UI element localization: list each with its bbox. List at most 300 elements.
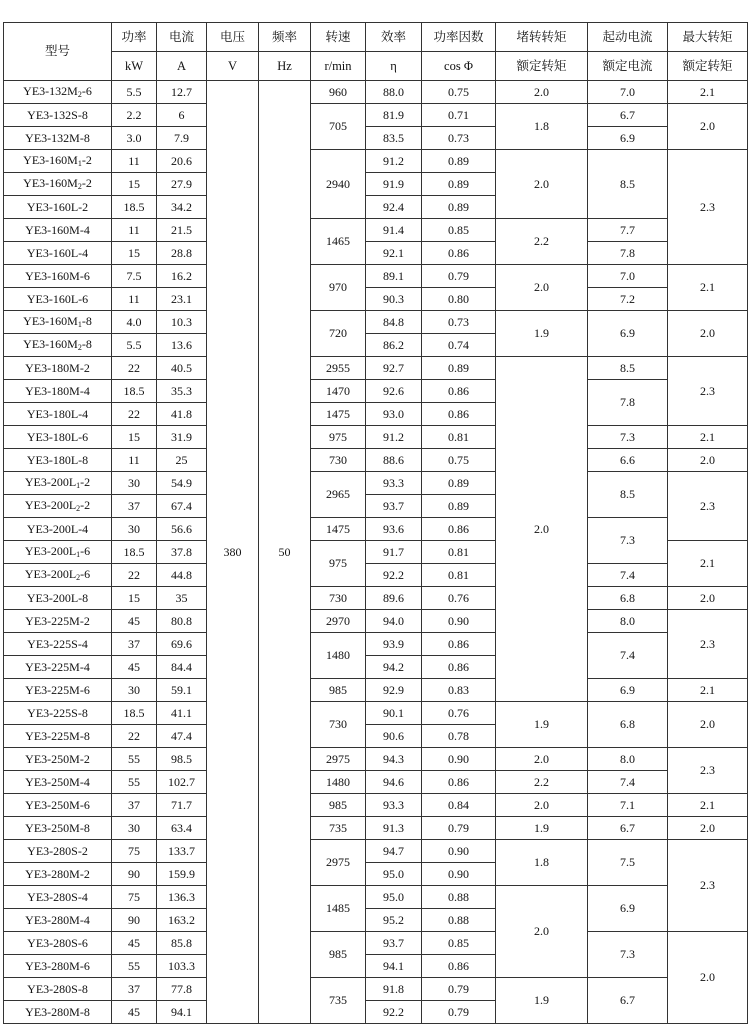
cell-voltage: 380 — [207, 81, 259, 1024]
header-power: 功率 — [112, 23, 157, 52]
unit-power: kW — [112, 52, 157, 81]
cell-current: 27.9 — [157, 173, 207, 196]
table-row — [4, 426, 748, 449]
table-row — [4, 771, 748, 794]
cell-power: 45 — [112, 656, 157, 679]
cell-starting-current: 7.4 — [588, 564, 668, 587]
cell-power-factor: 0.88 — [422, 909, 496, 932]
cell-power: 11 — [112, 150, 157, 173]
cell-efficiency: 91.3 — [366, 817, 422, 840]
table-row — [4, 150, 748, 173]
cell-locked-torque: 2.2 — [496, 219, 588, 265]
cell-efficiency: 91.7 — [366, 541, 422, 564]
cell-power-factor: 0.90 — [422, 863, 496, 886]
cell-current: 37.8 — [157, 541, 207, 564]
cell-max-torque: 2.1 — [668, 81, 748, 104]
cell-current: 98.5 — [157, 748, 207, 771]
cell-locked-torque: 2.0 — [496, 794, 588, 817]
cell-current: 25 — [157, 449, 207, 472]
unit-starting-current: 额定电流 — [588, 52, 668, 81]
cell-power-factor: 0.81 — [422, 564, 496, 587]
cell-current: 47.4 — [157, 725, 207, 748]
cell-power: 45 — [112, 610, 157, 633]
cell-max-torque: 2.1 — [668, 679, 748, 702]
cell-current: 94.1 — [157, 1001, 207, 1024]
cell-model: YE3-180L-4 — [4, 403, 112, 426]
cell-power: 45 — [112, 932, 157, 955]
cell-power: 37 — [112, 978, 157, 1001]
cell-model: YE3-280S-2 — [4, 840, 112, 863]
cell-power: 18.5 — [112, 196, 157, 219]
table-row — [4, 633, 748, 656]
cell-speed: 960 — [311, 81, 366, 104]
cell-starting-current: 6.9 — [588, 886, 668, 932]
cell-model: YE3-160M-4 — [4, 219, 112, 242]
cell-power: 22 — [112, 357, 157, 380]
header-locked-torque: 堵转转矩 — [496, 23, 588, 52]
cell-starting-current: 7.2 — [588, 288, 668, 311]
cell-current: 13.6 — [157, 334, 207, 357]
cell-model: YE3-225M-2 — [4, 610, 112, 633]
cell-max-torque: 2.1 — [668, 794, 748, 817]
cell-starting-current: 7.5 — [588, 840, 668, 886]
cell-efficiency: 89.1 — [366, 265, 422, 288]
cell-current: 41.8 — [157, 403, 207, 426]
cell-efficiency: 91.9 — [366, 173, 422, 196]
header-starting-current: 起动电流 — [588, 23, 668, 52]
cell-max-torque: 2.3 — [668, 357, 748, 426]
cell-efficiency: 93.0 — [366, 403, 422, 426]
table-row — [4, 219, 748, 242]
cell-power: 22 — [112, 725, 157, 748]
cell-power-factor: 0.73 — [422, 127, 496, 150]
cell-current: 7.9 — [157, 127, 207, 150]
cell-model: YE3-225S-4 — [4, 633, 112, 656]
cell-starting-current: 6.6 — [588, 449, 668, 472]
cell-max-torque: 2.3 — [668, 748, 748, 794]
cell-power-factor: 0.89 — [422, 150, 496, 173]
cell-speed: 730 — [311, 449, 366, 472]
cell-efficiency: 91.2 — [366, 426, 422, 449]
cell-locked-torque: 2.0 — [496, 886, 588, 978]
cell-starting-current: 8.0 — [588, 748, 668, 771]
cell-starting-current: 6.8 — [588, 587, 668, 610]
cell-power-factor: 0.89 — [422, 357, 496, 380]
cell-power: 18.5 — [112, 380, 157, 403]
cell-efficiency: 92.1 — [366, 242, 422, 265]
cell-model: $YE3-200L_2-2$ — [4, 495, 112, 518]
cell-model: YE3-180L-8 — [4, 449, 112, 472]
cell-max-torque: 2.1 — [668, 426, 748, 449]
cell-model: YE3-250M-6 — [4, 794, 112, 817]
cell-efficiency: 92.6 — [366, 380, 422, 403]
header-frequency: 频率 — [259, 23, 311, 52]
cell-current: 136.3 — [157, 886, 207, 909]
cell-power-factor: 0.86 — [422, 403, 496, 426]
cell-starting-current: 7.0 — [588, 81, 668, 104]
cell-speed: 1470 — [311, 380, 366, 403]
cell-power-factor: 0.85 — [422, 932, 496, 955]
cell-current: 54.9 — [157, 472, 207, 495]
cell-current: 40.5 — [157, 357, 207, 380]
cell-power-factor: 0.75 — [422, 449, 496, 472]
cell-speed: 1465 — [311, 219, 366, 265]
cell-speed: 1475 — [311, 403, 366, 426]
cell-power-factor: 0.80 — [422, 288, 496, 311]
cell-power-factor: 0.86 — [422, 242, 496, 265]
cell-current: 77.8 — [157, 978, 207, 1001]
cell-current: 10.3 — [157, 311, 207, 334]
cell-model: YE3-160L-2 — [4, 196, 112, 219]
cell-speed: 2940 — [311, 150, 366, 219]
header-voltage: 电压 — [207, 23, 259, 52]
unit-current: A — [157, 52, 207, 81]
cell-current: 6 — [157, 104, 207, 127]
cell-power-factor: 0.74 — [422, 334, 496, 357]
table-row — [4, 702, 748, 725]
cell-power-factor: 0.73 — [422, 311, 496, 334]
table-row — [4, 357, 748, 380]
cell-power-factor: 0.86 — [422, 633, 496, 656]
cell-current: 34.2 — [157, 196, 207, 219]
cell-max-torque: 2.1 — [668, 541, 748, 587]
cell-power-factor: 0.79 — [422, 1001, 496, 1024]
cell-power: 22 — [112, 564, 157, 587]
cell-efficiency: 93.9 — [366, 633, 422, 656]
table-row — [4, 564, 748, 587]
cell-efficiency: 94.6 — [366, 771, 422, 794]
cell-starting-current: 6.9 — [588, 679, 668, 702]
table-row — [4, 472, 748, 495]
cell-current: 56.6 — [157, 518, 207, 541]
cell-speed: 730 — [311, 587, 366, 610]
table-row — [4, 978, 748, 1001]
cell-efficiency: 94.0 — [366, 610, 422, 633]
cell-model: YE3-132M-8 — [4, 127, 112, 150]
cell-power-factor: 0.81 — [422, 541, 496, 564]
cell-locked-torque: 1.9 — [496, 978, 588, 1024]
cell-power-factor: 0.90 — [422, 610, 496, 633]
cell-current: 20.6 — [157, 150, 207, 173]
cell-starting-current: 7.7 — [588, 219, 668, 242]
cell-speed: 985 — [311, 794, 366, 817]
cell-max-torque: 2.0 — [668, 449, 748, 472]
cell-power: 30 — [112, 679, 157, 702]
cell-power-factor: 0.79 — [422, 817, 496, 840]
cell-power-factor: 0.85 — [422, 219, 496, 242]
cell-starting-current: 7.0 — [588, 265, 668, 288]
cell-locked-torque: 2.0 — [496, 265, 588, 311]
cell-speed: 705 — [311, 104, 366, 150]
cell-speed: 985 — [311, 932, 366, 978]
cell-speed: 2955 — [311, 357, 366, 380]
cell-efficiency: 92.2 — [366, 564, 422, 587]
cell-speed: 2965 — [311, 472, 366, 518]
unit-frequency: Hz — [259, 52, 311, 81]
cell-power: 3.0 — [112, 127, 157, 150]
cell-starting-current: 7.8 — [588, 380, 668, 426]
cell-power: 15 — [112, 426, 157, 449]
cell-efficiency: 95.0 — [366, 863, 422, 886]
cell-power-factor: 0.76 — [422, 702, 496, 725]
cell-current: 67.4 — [157, 495, 207, 518]
cell-model: $YE3-160M_2-2$ — [4, 173, 112, 196]
cell-current: 21.5 — [157, 219, 207, 242]
cell-speed: 730 — [311, 702, 366, 748]
cell-power: 90 — [112, 909, 157, 932]
cell-model: $YE3-160M_1-8$ — [4, 311, 112, 334]
cell-speed: 735 — [311, 817, 366, 840]
cell-starting-current: 7.8 — [588, 242, 668, 265]
cell-power: 5.5 — [112, 334, 157, 357]
cell-locked-torque: 2.2 — [496, 771, 588, 794]
cell-current: 63.4 — [157, 817, 207, 840]
header-model: 型号 — [4, 23, 112, 81]
cell-model: $YE3-200L_1-6$ — [4, 541, 112, 564]
table-row — [4, 679, 748, 702]
cell-starting-current: 6.7 — [588, 104, 668, 127]
cell-power: 75 — [112, 840, 157, 863]
cell-starting-current: 6.7 — [588, 978, 668, 1024]
cell-speed: 1480 — [311, 771, 366, 794]
unit-voltage: V — [207, 52, 259, 81]
cell-power-factor: 0.84 — [422, 794, 496, 817]
cell-efficiency: 91.8 — [366, 978, 422, 1001]
cell-efficiency: 93.3 — [366, 472, 422, 495]
cell-power: 30 — [112, 472, 157, 495]
cell-power-factor: 0.79 — [422, 265, 496, 288]
table-row — [4, 932, 748, 955]
table-row — [4, 449, 748, 472]
cell-frequency: 50 — [259, 81, 311, 1024]
cell-starting-current: 6.9 — [588, 127, 668, 150]
cell-current: 84.4 — [157, 656, 207, 679]
cell-power-factor: 0.75 — [422, 81, 496, 104]
cell-power: 22 — [112, 403, 157, 426]
cell-speed: 720 — [311, 311, 366, 357]
cell-speed: 1475 — [311, 518, 366, 541]
cell-efficiency: 88.0 — [366, 81, 422, 104]
cell-starting-current: 7.1 — [588, 794, 668, 817]
cell-starting-current: 8.5 — [588, 472, 668, 518]
cell-locked-torque: 1.9 — [496, 311, 588, 357]
cell-speed: 1485 — [311, 886, 366, 932]
cell-power: 2.2 — [112, 104, 157, 127]
cell-power-factor: 0.78 — [422, 725, 496, 748]
cell-model: $YE3-132M_2-6$ — [4, 81, 112, 104]
table-row — [4, 380, 748, 403]
cell-power-factor: 0.90 — [422, 840, 496, 863]
cell-starting-current: 6.8 — [588, 702, 668, 748]
cell-starting-current: 7.4 — [588, 633, 668, 679]
cell-efficiency: 91.4 — [366, 219, 422, 242]
cell-model: YE3-160L-6 — [4, 288, 112, 311]
cell-power-factor: 0.76 — [422, 587, 496, 610]
cell-model: YE3-225S-8 — [4, 702, 112, 725]
cell-max-torque: 2.3 — [668, 472, 748, 541]
cell-efficiency: 92.2 — [366, 1001, 422, 1024]
cell-max-torque: 2.0 — [668, 932, 748, 1024]
cell-speed: 970 — [311, 265, 366, 311]
unit-locked-torque: 额定转矩 — [496, 52, 588, 81]
cell-model: YE3-250M-2 — [4, 748, 112, 771]
cell-power-factor: 0.89 — [422, 196, 496, 219]
cell-max-torque: 2.3 — [668, 840, 748, 932]
cell-current: 35.3 — [157, 380, 207, 403]
table-row — [4, 288, 748, 311]
cell-efficiency: 81.9 — [366, 104, 422, 127]
unit-power-factor: cos Φ — [422, 52, 496, 81]
cell-power: 7.5 — [112, 265, 157, 288]
cell-power: 55 — [112, 771, 157, 794]
cell-starting-current: 6.9 — [588, 311, 668, 357]
cell-max-torque: 2.3 — [668, 150, 748, 265]
cell-power: 55 — [112, 748, 157, 771]
cell-current: 28.8 — [157, 242, 207, 265]
cell-current: 80.8 — [157, 610, 207, 633]
cell-model: YE3-225M-6 — [4, 679, 112, 702]
cell-power: 15 — [112, 587, 157, 610]
cell-model: $YE3-200L_2-6$ — [4, 564, 112, 587]
table-row — [4, 242, 748, 265]
table-row — [4, 817, 748, 840]
cell-model: $YE3-200L_1-2$ — [4, 472, 112, 495]
cell-model: YE3-280S-4 — [4, 886, 112, 909]
header-max-torque: 最大转矩 — [668, 23, 748, 52]
cell-power-factor: 0.83 — [422, 679, 496, 702]
cell-efficiency: 92.7 — [366, 357, 422, 380]
cell-power: 55 — [112, 955, 157, 978]
cell-max-torque: 2.0 — [668, 587, 748, 610]
cell-efficiency: 94.3 — [366, 748, 422, 771]
cell-efficiency: 83.5 — [366, 127, 422, 150]
cell-current: 69.6 — [157, 633, 207, 656]
cell-efficiency: 86.2 — [366, 334, 422, 357]
cell-current: 12.7 — [157, 81, 207, 104]
cell-power-factor: 0.86 — [422, 955, 496, 978]
cell-efficiency: 93.7 — [366, 932, 422, 955]
cell-speed: 1480 — [311, 633, 366, 679]
cell-starting-current: 8.5 — [588, 357, 668, 380]
cell-power-factor: 0.89 — [422, 495, 496, 518]
header-efficiency: 效率 — [366, 23, 422, 52]
cell-locked-torque: 2.0 — [496, 150, 588, 219]
cell-efficiency: 91.2 — [366, 150, 422, 173]
cell-efficiency: 90.3 — [366, 288, 422, 311]
cell-current: 31.9 — [157, 426, 207, 449]
cell-efficiency: 92.9 — [366, 679, 422, 702]
cell-current: 71.7 — [157, 794, 207, 817]
cell-efficiency: 88.6 — [366, 449, 422, 472]
cell-speed: 975 — [311, 426, 366, 449]
cell-efficiency: 84.8 — [366, 311, 422, 334]
cell-max-torque: 2.0 — [668, 702, 748, 748]
cell-model: YE3-132S-8 — [4, 104, 112, 127]
cell-starting-current: 8.5 — [588, 150, 668, 219]
cell-power-factor: 0.81 — [422, 426, 496, 449]
header-power-factor: 功率因数 — [422, 23, 496, 52]
cell-model: YE3-280M-4 — [4, 909, 112, 932]
cell-efficiency: 94.2 — [366, 656, 422, 679]
table-row — [4, 127, 748, 150]
table-row — [4, 81, 748, 104]
cell-power: 45 — [112, 1001, 157, 1024]
cell-max-torque: 2.3 — [668, 610, 748, 679]
cell-current: 16.2 — [157, 265, 207, 288]
table-row — [4, 794, 748, 817]
cell-model: YE3-280S-6 — [4, 932, 112, 955]
cell-model: YE3-160L-4 — [4, 242, 112, 265]
cell-current: 35 — [157, 587, 207, 610]
cell-power: 15 — [112, 173, 157, 196]
cell-power-factor: 0.86 — [422, 771, 496, 794]
cell-power: 37 — [112, 794, 157, 817]
cell-model: YE3-280M-2 — [4, 863, 112, 886]
cell-power-factor: 0.86 — [422, 518, 496, 541]
cell-power-factor: 0.89 — [422, 173, 496, 196]
cell-model: $YE3-160M_1-2$ — [4, 150, 112, 173]
cell-efficiency: 95.2 — [366, 909, 422, 932]
cell-starting-current: 7.3 — [588, 426, 668, 449]
cell-starting-current: 7.4 — [588, 771, 668, 794]
cell-power: 11 — [112, 219, 157, 242]
cell-power: 11 — [112, 288, 157, 311]
cell-power: 15 — [112, 242, 157, 265]
cell-efficiency: 92.4 — [366, 196, 422, 219]
cell-starting-current: 6.7 — [588, 817, 668, 840]
cell-model: YE3-280S-8 — [4, 978, 112, 1001]
cell-max-torque: 2.0 — [668, 817, 748, 840]
cell-current: 103.3 — [157, 955, 207, 978]
cell-power-factor: 0.90 — [422, 748, 496, 771]
cell-model: YE3-200L-4 — [4, 518, 112, 541]
table-row — [4, 311, 748, 334]
cell-model: $YE3-160M_2-8$ — [4, 334, 112, 357]
cell-efficiency: 95.0 — [366, 886, 422, 909]
cell-efficiency: 89.6 — [366, 587, 422, 610]
cell-current: 159.9 — [157, 863, 207, 886]
cell-power: 37 — [112, 495, 157, 518]
cell-model: YE3-160M-6 — [4, 265, 112, 288]
cell-power-factor: 0.86 — [422, 656, 496, 679]
cell-model: YE3-280M-6 — [4, 955, 112, 978]
cell-model: YE3-225M-4 — [4, 656, 112, 679]
cell-efficiency: 94.1 — [366, 955, 422, 978]
cell-locked-torque: 2.0 — [496, 81, 588, 104]
cell-efficiency: 94.7 — [366, 840, 422, 863]
cell-power-factor: 0.79 — [422, 978, 496, 1001]
cell-locked-torque: 1.9 — [496, 702, 588, 748]
cell-model: YE3-280M-8 — [4, 1001, 112, 1024]
cell-power: 18.5 — [112, 541, 157, 564]
cell-efficiency: 93.3 — [366, 794, 422, 817]
cell-efficiency: 93.6 — [366, 518, 422, 541]
motor-spec-table — [3, 22, 748, 1024]
header-speed: 转速 — [311, 23, 366, 52]
table-body — [4, 81, 748, 1024]
cell-max-torque: 2.0 — [668, 104, 748, 150]
cell-power-factor: 0.89 — [422, 472, 496, 495]
header-current: 电流 — [157, 23, 207, 52]
cell-current: 59.1 — [157, 679, 207, 702]
cell-speed: 2970 — [311, 610, 366, 633]
cell-model: YE3-180L-6 — [4, 426, 112, 449]
cell-speed: 2975 — [311, 748, 366, 771]
cell-current: 133.7 — [157, 840, 207, 863]
cell-model: YE3-200L-8 — [4, 587, 112, 610]
cell-starting-current: 8.0 — [588, 610, 668, 633]
cell-max-torque: 2.0 — [668, 311, 748, 357]
